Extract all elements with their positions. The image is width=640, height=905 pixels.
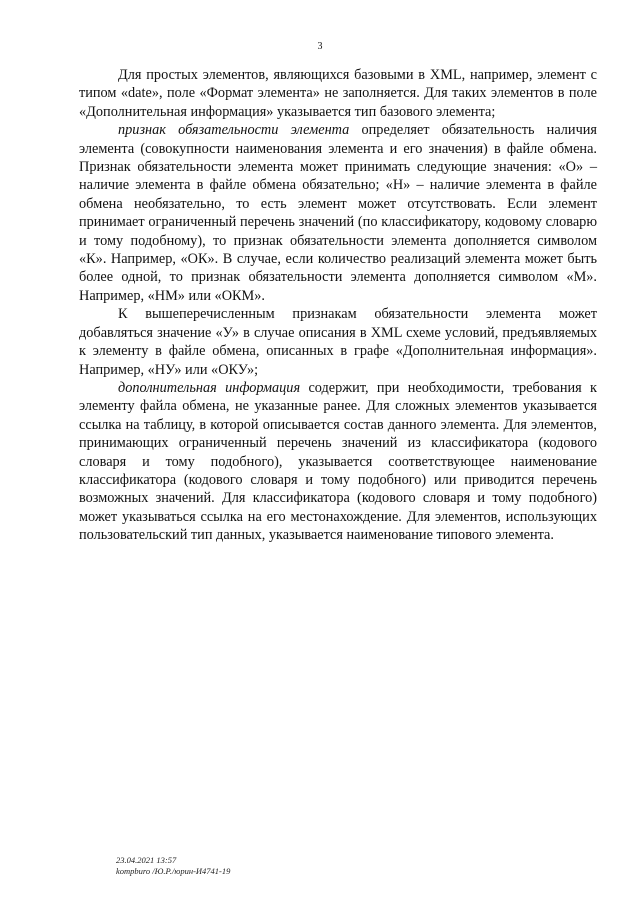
paragraph-additional-info bbox=[79, 379, 597, 545]
paragraph-text: содержит, при необходимости, требования к элементу файла обмена, не указанные ранее. Для сложных элементов указывается ссылка на таблицу, в которой описывается состав данного элемента. Для элементов, принимающих ограниченный перечень значений из классификатора (кодового словаря и тому подобного), указывается соответствующее наименование классификатора (кодового словаря и тому подобного) или приводится перечень возможных значений. Для классификатора (кодового словаря и тому подобного) может указываться ссылка на его местонахождение. Для элементов, использующих пользовательский тип данных, указывается наименование типового элемента. bbox=[79, 379, 597, 544]
footer-date: 23.04.2021 13:57 bbox=[116, 855, 177, 865]
paragraph-text: определяет обязательность наличия элемента (совокупности наименования элемента и его значения) в файле обмена. Признак обязательности элемента может принимать следующие значения: «О» – наличие элемента в файле обмена обязательно; «Н» – наличие элемента в файле обмена необязательно, то есть элемент может отсутствовать. Если элемент принимает ограниченный перечень значений (по классификатору, кодовому словарю и тому подобному), то признак обязательности элемента дополняется символом «К». Например, «ОК». В случае, если количество реализаций элемента может быть более одной, то признак обязательности элемента дополняется символом «М». Например, «НМ» или «ОКМ». bbox=[79, 122, 597, 304]
paragraph-base-types bbox=[79, 66, 597, 121]
term-mandatory-attribute: признак обязательности элемента bbox=[118, 122, 350, 139]
paragraph-conditional-value bbox=[79, 305, 597, 379]
paragraph-text: К вышеперечисленным признакам обязательности элемента может добавляться значение «У» в случае описания в XML схеме условий, предъявляемых к элементу в файле обмена, описанных в графе «Дополнительная информация». Например, «НУ» или «ОКУ»; bbox=[79, 306, 597, 378]
term-additional-info: дополнительная информация bbox=[118, 379, 301, 396]
page-number: 3 bbox=[317, 41, 323, 52]
document-body bbox=[79, 66, 597, 545]
footer-signature: kompburo /Ю.Р./юрин-И4741-19 bbox=[116, 866, 231, 876]
footer-stamp bbox=[116, 855, 230, 877]
paragraph-text: Для простых элементов, являющихся базовыми в XML, например, элемент с типом «date», поле «Формат элемента» не заполняется. Для таких элементов в поле «Дополнительная информация» указывается тип базового элемента; bbox=[79, 67, 597, 120]
paragraph-mandatory-attribute bbox=[79, 121, 597, 305]
